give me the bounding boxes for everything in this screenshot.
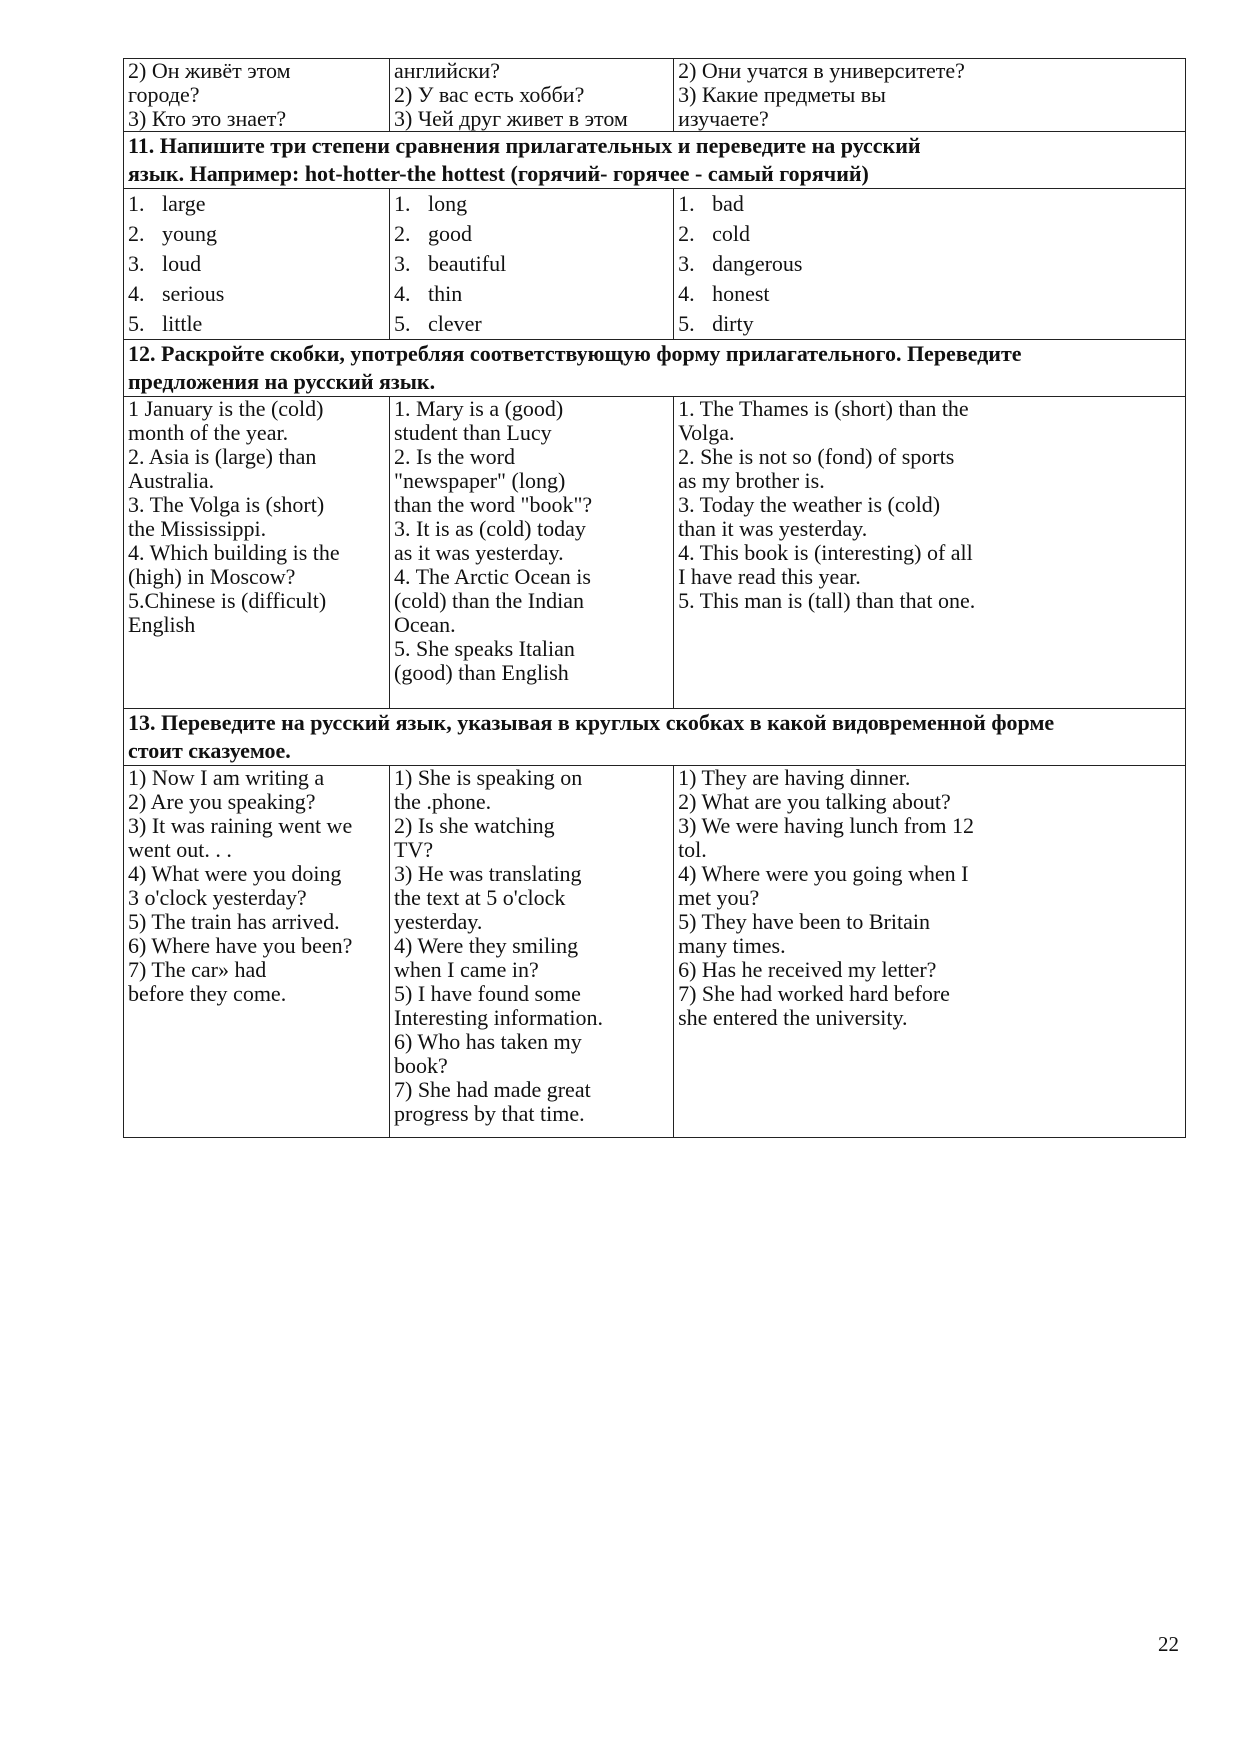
adjective-word: long	[428, 191, 468, 216]
text-line: 13. Переведите на русский язык, указывая в круглых скобках в какой видовременной форме	[128, 710, 1055, 735]
text-line: 1. Mary is a (good)	[394, 396, 564, 421]
text-line: 4) Where were you going when I	[678, 861, 969, 886]
task13-col3	[674, 766, 1186, 1138]
adjective-item	[394, 219, 669, 249]
item-number: 4.	[394, 281, 411, 306]
text-line: 3) He was translating	[394, 861, 582, 886]
text-line: 4. This book is (interesting) of all	[678, 540, 973, 565]
text-line: I have read this year.	[678, 564, 861, 589]
text-line: 6) Who has taken my	[394, 1029, 582, 1054]
text-line: 4. Which building is the	[128, 540, 340, 565]
text-line: many times.	[678, 933, 786, 958]
task11-col2	[390, 189, 674, 340]
item-number: 5.	[678, 311, 695, 336]
text-line: 5) I have found some	[394, 981, 581, 1006]
adjective-item	[678, 309, 1181, 339]
text-line: 2. Asia is (large) than	[128, 444, 317, 469]
adjective-word: loud	[162, 251, 202, 276]
text-line: 4. The Arctic Ocean is	[394, 564, 591, 589]
adjective-item	[128, 219, 385, 249]
top-row-col3	[674, 59, 1186, 132]
item-number: 1.	[128, 191, 145, 216]
task12-col1	[124, 397, 390, 709]
item-number: 2.	[678, 221, 695, 246]
text-line: 3. It is as (cold) today	[394, 516, 586, 541]
adjective-item	[128, 249, 385, 279]
task13-header-row	[124, 709, 1186, 766]
text-line: 11. Напишите три степени сравнения прилагательных и переведите на русский	[128, 133, 921, 158]
text-line: English	[128, 612, 196, 637]
text-line: the Mississippi.	[128, 516, 267, 541]
text-line: the .phone.	[394, 789, 492, 814]
task12-header	[124, 340, 1186, 397]
text-line: стоит сказуемое.	[128, 738, 291, 763]
text-line: went out. . .	[128, 837, 232, 862]
adjective-item	[128, 279, 385, 309]
item-number: 2.	[128, 221, 145, 246]
adjective-word: dirty	[712, 311, 754, 336]
text-line: the text at 5 o'clock	[394, 885, 566, 910]
task12-col3	[674, 397, 1186, 709]
task13-body-row	[124, 766, 1186, 1138]
text-line: 3) It was raining went we	[128, 813, 353, 838]
text-line: 3. The Volga is (short)	[128, 492, 325, 517]
top-row-col1	[124, 59, 390, 132]
adjective-word: good	[428, 221, 472, 246]
text-line: tol.	[678, 837, 707, 862]
item-number: 3.	[128, 251, 145, 276]
task13-col2	[390, 766, 674, 1138]
text-line: 2) Is she watching	[394, 813, 555, 838]
text-line: 2) У вас есть хобби?	[394, 82, 585, 107]
adjective-item	[394, 189, 669, 219]
text-line: 6) Has he received my letter?	[678, 957, 937, 982]
text-line: 1) Now I am writing a	[128, 765, 325, 790]
text-line: 7) She had made great	[394, 1077, 591, 1102]
text-line: изучаете?	[678, 106, 769, 131]
text-line: 7) The car» had	[128, 957, 267, 982]
text-line: she entered the university.	[678, 1005, 908, 1030]
text-line: (cold) than the Indian	[394, 588, 584, 613]
text-line: 3) Какие предметы вы	[678, 82, 886, 107]
text-line: book?	[394, 1053, 448, 1078]
adjective-item	[678, 189, 1181, 219]
text-line: than the word "book"?	[394, 492, 593, 517]
text-line: 1) They are having dinner.	[678, 765, 911, 790]
adjective-word: little	[162, 311, 203, 336]
text-line: met you?	[678, 885, 760, 910]
task12-col2	[390, 397, 674, 709]
text-line: английски?	[394, 58, 500, 83]
top-continuation-row	[124, 59, 1186, 132]
text-line: 5. This man is (tall) than that one.	[678, 588, 976, 613]
item-number: 1.	[678, 191, 695, 216]
text-line: 1) She is speaking on	[394, 765, 583, 790]
exercise-table	[123, 58, 1186, 1138]
text-line: язык. Например: hot-hotter-the hottest (горячий- горячее - самый горячий)	[128, 161, 869, 186]
task13-header	[124, 709, 1186, 766]
text-line: 3) Чей друг живет в этом	[394, 106, 628, 131]
text-line: 12. Раскройте скобки, употребляя соответствующую форму прилагательного. Переведите	[128, 341, 1022, 366]
text-line: student than Lucy	[394, 420, 552, 445]
adjective-word: clever	[428, 311, 482, 336]
text-line: 2) Они учатся в университете?	[678, 58, 965, 83]
text-line: before they come.	[128, 981, 287, 1006]
page-number: 22	[1158, 1632, 1179, 1656]
text-line: 3) Кто это знает?	[128, 106, 287, 131]
task11-header	[124, 132, 1186, 189]
adjective-word: dangerous	[712, 251, 803, 276]
item-number: 2.	[394, 221, 411, 246]
item-number: 3.	[394, 251, 411, 276]
task11-col3	[674, 189, 1186, 340]
text-line: 7) She had worked hard before	[678, 981, 950, 1006]
text-line: yesterday.	[394, 909, 483, 934]
text-line: 3 o'clock yesterday?	[128, 885, 307, 910]
adjective-item	[394, 249, 669, 279]
adjective-item	[394, 309, 669, 339]
adjective-word: bad	[712, 191, 744, 216]
adjective-word: honest	[712, 281, 770, 306]
adjective-item	[394, 279, 669, 309]
text-line: 3. Today the weather is (cold)	[678, 492, 941, 517]
text-line: progress by that time.	[394, 1101, 585, 1126]
top-row-col2	[390, 59, 674, 132]
text-line: 5. She speaks Italian	[394, 636, 575, 661]
task12-header-row	[124, 340, 1186, 397]
adjective-word: serious	[162, 281, 225, 306]
item-number: 4.	[678, 281, 695, 306]
adjective-item	[678, 279, 1181, 309]
text-line: Australia.	[128, 468, 215, 493]
text-line: городе?	[128, 82, 200, 107]
text-line: as it was yesterday.	[394, 540, 564, 565]
text-line: 2) Он живёт этом	[128, 58, 291, 83]
item-number: 5.	[128, 311, 145, 336]
adjective-word: thin	[428, 281, 463, 306]
adjective-item	[678, 249, 1181, 279]
text-line: Ocean.	[394, 612, 456, 637]
text-line: предложения на русский язык.	[128, 369, 436, 394]
adjective-word: young	[162, 221, 217, 246]
adjective-item	[678, 219, 1181, 249]
text-line: 2. Is the word	[394, 444, 515, 469]
text-line: 5) The train has arrived.	[128, 909, 340, 934]
text-line: 4) What were you doing	[128, 861, 342, 886]
text-line: 4) Were they smiling	[394, 933, 579, 958]
text-line: 1. The Thames is (short) than the	[678, 396, 969, 421]
task12-body-row	[124, 397, 1186, 709]
text-line: TV?	[394, 837, 434, 862]
text-line: Interesting information.	[394, 1005, 603, 1030]
adjective-item	[128, 189, 385, 219]
adjective-word: cold	[712, 221, 750, 246]
text-line: 2) What are you talking about?	[678, 789, 951, 814]
text-line: as my brother is.	[678, 468, 825, 493]
text-line: (high) in Moscow?	[128, 564, 296, 589]
text-line: 5.Chinese is (difficult)	[128, 588, 327, 613]
text-line: Volga.	[678, 420, 735, 445]
task11-header-row	[124, 132, 1186, 189]
text-line: 5) They have been to Britain	[678, 909, 930, 934]
task13-col1	[124, 766, 390, 1138]
task11-col1	[124, 189, 390, 340]
text-line: (good) than English	[394, 660, 569, 685]
adjective-item	[128, 309, 385, 339]
text-line: 6) Where have you been?	[128, 933, 353, 958]
item-number: 3.	[678, 251, 695, 276]
item-number: 1.	[394, 191, 411, 216]
text-line: 3) We were having lunch from 12	[678, 813, 975, 838]
text-line: "newspaper" (long)	[394, 468, 566, 493]
text-line: than it was yesterday.	[678, 516, 868, 541]
text-line: when I came in?	[394, 957, 539, 982]
text-line: 2. She is not so (fond) of sports	[678, 444, 955, 469]
adjective-word: beautiful	[428, 251, 507, 276]
task11-body-row	[124, 189, 1186, 340]
item-number: 5.	[394, 311, 411, 336]
text-line: 2) Are you speaking?	[128, 789, 316, 814]
text-line: month of the year.	[128, 420, 289, 445]
item-number: 4.	[128, 281, 145, 306]
adjective-word: large	[162, 191, 206, 216]
text-line: 1 January is the (cold)	[128, 396, 324, 421]
